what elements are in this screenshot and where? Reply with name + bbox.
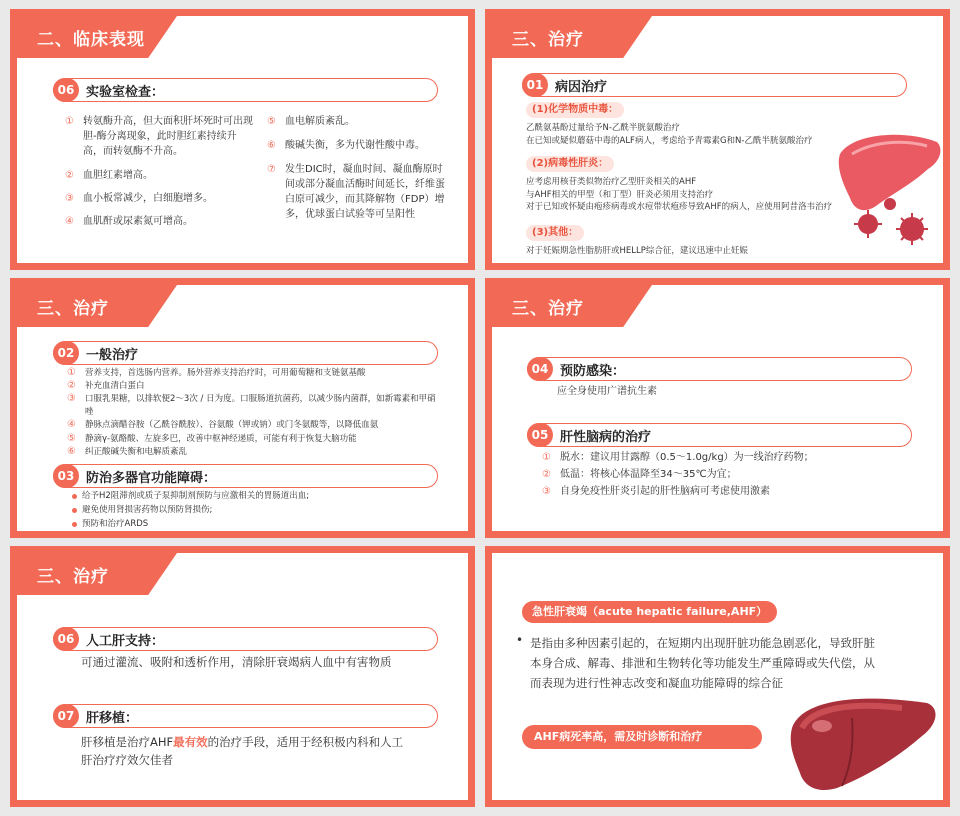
slide-title: 三、治疗 [512, 299, 584, 319]
bullet-dot [72, 522, 77, 527]
item-number: ④ [65, 216, 74, 227]
text-span: 的治疗手段，适用于经积极内科和人工 [207, 735, 404, 749]
list-item: 预防和治疗ARDS [82, 519, 149, 529]
text-line: 对于妊娠期急性脂肪肝或HELLP综合征，建议迅速中止妊娠 [526, 246, 748, 256]
item-text: 血电解质紊乱。 [285, 116, 355, 127]
list-item [267, 138, 447, 153]
section-header [527, 423, 912, 447]
text-line: 可通过灌流、吸附和透析作用，清除肝衰竭病人血中有害物质 [81, 655, 392, 669]
paragraph [526, 245, 856, 258]
item-text: 血小板常减少，白细胞增多。 [83, 193, 213, 204]
warning-banner: AHF病死率高，需及时诊断和治疗 [522, 725, 762, 749]
paragraph [81, 733, 461, 769]
text-line: 是指由多种因素引起的，在短期内出现肝脏功能急剧恶化，导致肝脏 [530, 636, 875, 650]
item-text: 发生DIC时，凝血时间、凝血酶原时间或部分凝血活酶时间延长，纤维蛋白原可减少，而其降解物（FDP）增多，优球蛋白试验等可呈阳性 [285, 164, 445, 220]
list-item [542, 484, 922, 499]
definition-banner: 急性肝衰竭（acute hepatic failure,AHF） [522, 601, 777, 623]
slide-title: 三、治疗 [512, 30, 584, 50]
item-text: 脱水：建议用甘露醇（0.5～1.0g/kg）为一线治疗药物； [560, 452, 814, 463]
section-header [527, 357, 912, 381]
item-number: ② [67, 380, 76, 391]
item-number: ① [65, 116, 74, 127]
highlight-text: 最有效 [173, 735, 208, 749]
section-number: 05 [527, 423, 553, 447]
item-text: 转氨酶升高，但大面积肝坏死时可出现胆-酶分离现象，此时胆红素持续升高，而转氨酶不升高。 [83, 116, 253, 157]
section-title: 病因治疗 [555, 80, 608, 95]
list-item [67, 393, 437, 418]
text-line: 在已知或疑似蘑菇中毒的ALF病人，考虑给予青霉素G和N-乙酰半胱氨酸治疗 [526, 135, 813, 146]
section-title: 实验室检查： [86, 85, 165, 100]
list-item [67, 419, 437, 432]
bullet-dot [72, 508, 77, 513]
section-title: 防治多器官功能障碍： [86, 471, 217, 486]
definition-text [530, 633, 930, 693]
text-line: 与AHF相关的甲型（和丁型）肝炎必须用支持治疗 [526, 189, 714, 200]
section-title: 肝性脑病的治疗 [560, 430, 652, 445]
text-span: 肝移植是治疗AHF [81, 735, 174, 749]
list-item [542, 467, 922, 482]
item-text: 血肌酐或尿素氮可增高。 [83, 216, 193, 227]
section-header [522, 73, 907, 97]
item-text: 静滴γ-氨酪酸、左旋多巴，改善中枢神经递质，可能有利于恢复大脑功能 [85, 434, 357, 444]
item-number: ③ [67, 393, 76, 404]
section-title: 预防感染： [560, 364, 626, 379]
slide-title: 二、临床表现 [37, 30, 145, 50]
item-number: ① [67, 367, 76, 378]
slide-title: 三、治疗 [37, 299, 109, 319]
section-header [53, 341, 438, 365]
bullet: • [516, 633, 524, 647]
section-header [53, 704, 438, 728]
list-item [67, 433, 437, 446]
list-item [267, 114, 447, 129]
section-number: 01 [522, 73, 548, 97]
text-line: 乙酰氨基酚过量给予N-乙酰半胱氨酸治疗 [526, 123, 680, 133]
item-text: 自身免疫性肝炎引起的肝性脑病可考虑使用激素 [560, 486, 770, 497]
slide-etiology-treatment [485, 9, 950, 270]
item-number: ② [65, 170, 74, 181]
section-header [53, 78, 438, 102]
item-text: 口服乳果糖，以排软便2～3次 / 日为度。口服肠道抗菌药，以减少肠内菌群，如新霉素和甲硝唑 [85, 394, 436, 417]
slide-liver-support [10, 546, 475, 807]
text-line: 而表现为进行性神志改变和凝血功能障碍的综合征 [530, 676, 783, 690]
subheading: (1)化学物质中毒： [526, 102, 624, 118]
item-number: ③ [542, 486, 551, 497]
item-text: 酸碱失衡，多为代谢性酸中毒。 [285, 140, 425, 151]
section-header [53, 464, 438, 488]
item-text: 血胆红素增高。 [83, 170, 153, 181]
slide-general-treatment [10, 278, 475, 538]
list-item: 给予H2阻滞剂或质子泵抑制剂预防与应激相关的胃肠道出血; [82, 491, 310, 501]
text-line: 应全身使用广谱抗生素 [557, 386, 657, 397]
item-number: ④ [67, 419, 76, 430]
section-header [53, 627, 438, 651]
slide-ahf-definition [485, 546, 950, 807]
section-number: 04 [527, 357, 553, 381]
section-title: 一般治疗 [86, 348, 139, 363]
list-item [542, 450, 922, 465]
text-line: 肝治疗疗效欠佳者 [81, 753, 173, 767]
liver-virus-illustration [832, 124, 947, 254]
list-item [65, 191, 255, 206]
slide-title: 三、治疗 [37, 567, 109, 587]
paragraph [526, 122, 856, 147]
list-item [67, 367, 437, 380]
subheading: (3)其他： [526, 225, 584, 241]
section-number: 07 [53, 704, 79, 728]
list-item [267, 162, 447, 222]
item-text: 补充血清白蛋白 [85, 381, 145, 391]
list-item [65, 214, 255, 229]
item-number: ⑤ [267, 116, 276, 127]
subheading: (2)病毒性肝炎： [526, 156, 614, 172]
paragraph [526, 176, 856, 214]
bullet-dot [72, 494, 77, 499]
list-item [65, 114, 255, 159]
list-item [67, 380, 437, 393]
liver-illustration [782, 688, 942, 798]
section-number: 06 [53, 78, 79, 102]
text-line: 对于已知或怀疑由疱疹病毒或水痘带状疱疹导致AHF的病人，应使用阿昔洛韦治疗 [526, 202, 833, 212]
item-number: ⑥ [67, 446, 76, 457]
item-number: ⑤ [67, 433, 76, 444]
item-number: ① [542, 452, 551, 463]
section-number: 03 [53, 464, 79, 488]
list-item [67, 446, 437, 459]
item-number: ② [542, 469, 551, 480]
list-item: 避免使用肾损害药物以预防肾损伤; [82, 505, 213, 515]
item-text: 静脉点滴醋谷胺（乙酰谷酰胺）、谷氨酸（钾或钠）或门冬氨酸等，以降低血氨 [85, 420, 379, 430]
item-text: 低温：将核心体温降至34～35℃为宜； [560, 469, 737, 480]
item-number: ⑦ [267, 164, 276, 175]
text-line: 本身合成、解毒、排泄和生物转化等功能发生严重障碍或失代偿，从 [530, 656, 875, 670]
list-item [65, 168, 255, 183]
item-number: ⑥ [267, 140, 276, 151]
item-text: 纠正酸碱失衡和电解质紊乱 [85, 447, 188, 457]
slide-infection-encephalopathy [485, 278, 950, 538]
item-text: 营养支持，首选肠内营养。肠外营养支持治疗时，可用葡萄糖和支链氨基酸 [85, 368, 366, 378]
slide-clinical-labs [10, 9, 475, 270]
section-title: 人工肝支持： [86, 634, 165, 649]
item-number: ③ [65, 193, 74, 204]
section-number: 06 [53, 627, 79, 651]
text-line: 应考虑用核苷类似物治疗乙型肝炎相关的AHF [526, 177, 697, 187]
section-number: 02 [53, 341, 79, 365]
section-title: 肝移植： [86, 711, 139, 726]
